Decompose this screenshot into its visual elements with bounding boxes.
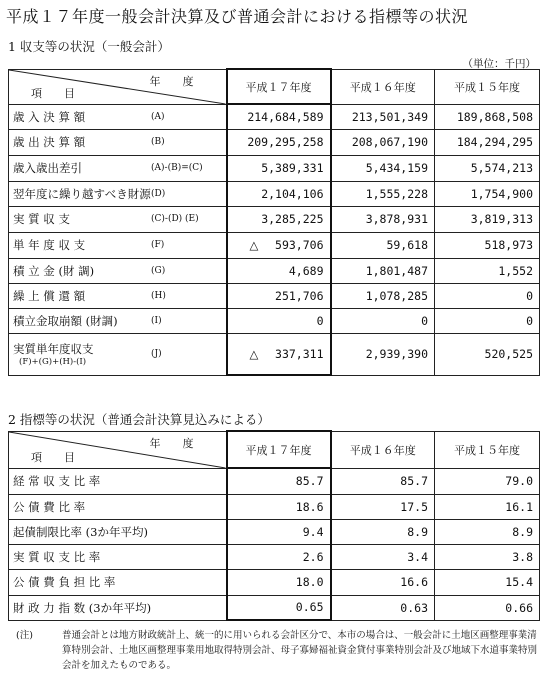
row-label: 経 常 収 支 比 率 xyxy=(13,474,101,488)
value-cell xyxy=(435,104,540,129)
value-cell xyxy=(227,232,331,258)
cell-value: 5,389,331 xyxy=(261,161,324,175)
value-cell xyxy=(331,595,435,620)
row-label: 起債制限比率 (3か年平均) xyxy=(13,524,148,539)
table-row xyxy=(9,468,540,494)
row-code: (D) xyxy=(151,188,166,199)
cell-value: 2,104,106 xyxy=(261,186,324,201)
row-formula: (F)+(G)+(H)-(I) xyxy=(19,357,87,367)
negative-mark: △ xyxy=(249,238,259,252)
row-label-cell xyxy=(9,181,227,206)
value-cell xyxy=(331,206,435,232)
row-code: (C)-(D) (E) xyxy=(151,214,199,224)
cell-value: 0 xyxy=(421,313,428,328)
table-row xyxy=(9,519,540,544)
header-item-label: 項 目 xyxy=(31,450,75,464)
cell-value: 3,878,931 xyxy=(365,212,428,226)
table-row xyxy=(9,283,540,308)
value-cell xyxy=(227,181,331,206)
value-cell xyxy=(227,308,331,333)
header-diagonal-cell xyxy=(9,69,227,104)
table-row xyxy=(9,181,540,206)
value-cell xyxy=(227,283,331,308)
row-label-cell xyxy=(9,308,227,333)
cell-value: 184,294,295 xyxy=(456,135,533,149)
row-label-cell xyxy=(9,283,227,308)
value-cell xyxy=(331,155,435,181)
cell-value: 189,868,508 xyxy=(456,109,533,124)
cell-value: 3.8 xyxy=(512,549,533,564)
cell-value: 2,939,390 xyxy=(365,347,428,361)
value-cell xyxy=(227,258,331,283)
value-cell xyxy=(331,544,435,569)
year-header: 平成１６年度 xyxy=(331,431,435,468)
cell-value: 8.9 xyxy=(407,524,428,539)
year-header: 平成１５年度 xyxy=(435,431,540,468)
table-row xyxy=(9,333,540,375)
header-item-label: 項 目 xyxy=(31,86,75,100)
row-label: 歳 出 決 算 額 xyxy=(13,135,86,149)
value-cell xyxy=(331,129,435,155)
cell-value: 85.7 xyxy=(295,474,324,489)
cell-value: 16.1 xyxy=(505,499,533,514)
value-cell xyxy=(435,181,540,206)
cell-value: 3,285,225 xyxy=(261,212,324,226)
row-label: 翌年度に繰り越すべき財源 xyxy=(13,186,151,201)
value-cell xyxy=(227,155,331,181)
row-label: 単 年 度 収 支 xyxy=(13,238,86,252)
table-row xyxy=(9,308,540,333)
footnote-prefix: (注) xyxy=(16,630,33,641)
table-row xyxy=(9,206,540,232)
table-row xyxy=(9,129,540,155)
page-title: 平成１７年度一般会計決算及び普通会計における指標等の状況 xyxy=(6,7,469,26)
value-cell xyxy=(227,468,331,494)
table-header-row xyxy=(9,431,540,468)
row-label-cell xyxy=(9,519,227,544)
value-cell xyxy=(331,333,435,375)
table-row xyxy=(9,569,540,595)
table-row xyxy=(9,595,540,620)
year-header: 平成１７年度 xyxy=(227,69,331,104)
row-label: 歳入歳出差引 xyxy=(13,161,82,175)
cell-value: 16.6 xyxy=(400,575,428,589)
value-cell xyxy=(227,104,331,129)
row-label: 公 債 費 比 率 xyxy=(13,499,86,514)
row-code: (F) xyxy=(151,240,165,250)
cell-value: 0.65 xyxy=(295,600,324,615)
cell-value: 209,295,258 xyxy=(247,135,324,149)
row-label: 実質単年度収支 xyxy=(13,342,94,356)
cell-value: 337,311 xyxy=(275,346,324,361)
cell-value: 3.4 xyxy=(407,549,428,564)
value-cell xyxy=(435,569,540,595)
value-cell xyxy=(331,104,435,129)
cell-value: 85.7 xyxy=(400,474,428,488)
cell-value: 5,434,159 xyxy=(365,161,428,175)
value-cell xyxy=(331,569,435,595)
cell-value: 0 xyxy=(316,313,324,328)
cell-value: 2.6 xyxy=(302,549,324,564)
row-label-cell xyxy=(9,494,227,519)
income-table xyxy=(8,68,540,376)
section1-heading: 1 収支等の状況（一般会計） xyxy=(8,39,170,54)
cell-value: 593,706 xyxy=(275,238,324,252)
row-label-cell xyxy=(9,569,227,595)
cell-value: 4,689 xyxy=(288,263,324,278)
row-label: 実 質 収 支 xyxy=(13,212,70,226)
cell-value: 1,078,285 xyxy=(365,288,428,303)
unit-label: （単位：千円） xyxy=(462,58,536,70)
row-label-cell xyxy=(9,595,227,620)
value-cell xyxy=(435,519,540,544)
cell-value: 518,973 xyxy=(484,238,533,252)
row-label-cell xyxy=(9,468,227,494)
value-cell xyxy=(435,258,540,283)
cell-value: 520,525 xyxy=(484,347,533,361)
value-cell xyxy=(227,595,331,620)
table-row xyxy=(9,544,540,569)
row-label-cell xyxy=(9,104,227,129)
row-label: 繰 上 償 還 額 xyxy=(13,288,86,303)
cell-value: 213,501,349 xyxy=(351,109,428,124)
value-cell xyxy=(331,258,435,283)
cell-value: 1,555,228 xyxy=(365,186,428,201)
table-row xyxy=(9,258,540,283)
value-cell xyxy=(435,468,540,494)
header-year-label: 年 度 xyxy=(149,74,194,88)
value-cell xyxy=(331,468,435,494)
value-cell xyxy=(227,544,331,569)
value-cell xyxy=(331,181,435,206)
cell-value: 208,067,190 xyxy=(351,135,428,149)
cell-value: 59,618 xyxy=(386,238,428,252)
cell-value: 5,574,213 xyxy=(470,161,533,175)
value-cell xyxy=(435,232,540,258)
value-cell xyxy=(435,155,540,181)
row-label-cell xyxy=(9,232,227,258)
value-cell xyxy=(227,494,331,519)
value-cell xyxy=(331,519,435,544)
section2-heading: 2 指標等の状況（普通会計決算見込みによる） xyxy=(8,412,270,427)
table-row xyxy=(9,104,540,129)
footnote xyxy=(8,628,544,673)
cell-value: 0.63 xyxy=(400,600,428,615)
value-cell xyxy=(227,129,331,155)
year-header: 平成１７年度 xyxy=(227,431,331,468)
value-cell xyxy=(331,494,435,519)
row-code: (B) xyxy=(151,137,165,147)
indicator-table xyxy=(8,430,540,621)
year-header: 平成１６年度 xyxy=(331,69,435,104)
cell-value: 79.0 xyxy=(505,474,533,488)
row-label: 財 政 力 指 数 (3か年平均) xyxy=(13,600,152,615)
row-label-cell xyxy=(9,258,227,283)
cell-value: 0.66 xyxy=(505,600,533,615)
table-row xyxy=(9,155,540,181)
cell-value: 9.4 xyxy=(302,524,324,539)
cell-value: 18.0 xyxy=(295,575,324,589)
value-cell xyxy=(435,595,540,620)
row-code: (J) xyxy=(151,349,162,359)
row-label: 積 立 金 (財 調) xyxy=(13,263,95,278)
row-label: 歳 入 決 算 額 xyxy=(13,109,86,124)
footnote-text: 普通会計とは地方財政統計上、統一的に用いられる会計区分で、本市の場合は、一般会計に土地区画整理事業清算特別会計、土地区画整理事業用地取得特別会計、母子寡婦福祉資金貸付事業特別会計及び地域下水道事業特別会計を加えたものである。 xyxy=(62,630,538,671)
row-label-cell xyxy=(9,544,227,569)
cell-value: 17.5 xyxy=(400,499,428,514)
row-label-cell xyxy=(9,155,227,181)
value-cell xyxy=(435,544,540,569)
value-cell xyxy=(227,206,331,232)
header-diagonal-cell xyxy=(9,431,227,468)
negative-mark: △ xyxy=(249,346,259,361)
row-label-cell xyxy=(9,333,227,375)
header-year-label: 年 度 xyxy=(149,436,194,450)
value-cell xyxy=(435,333,540,375)
value-cell xyxy=(435,206,540,232)
row-label: 公 債 費 負 担 比 率 xyxy=(13,575,116,589)
row-code: (A)-(B)=(C) xyxy=(151,163,203,173)
value-cell xyxy=(435,129,540,155)
cell-value: 1,801,487 xyxy=(365,263,428,278)
cell-value: 1,754,900 xyxy=(470,186,533,201)
value-cell xyxy=(227,333,331,375)
cell-value: 3,819,313 xyxy=(470,212,533,226)
cell-value: 15.4 xyxy=(505,575,533,589)
year-header: 平成１５年度 xyxy=(435,69,540,104)
value-cell xyxy=(227,519,331,544)
cell-value: 18.6 xyxy=(295,499,324,514)
value-cell xyxy=(435,283,540,308)
value-cell xyxy=(331,232,435,258)
value-cell xyxy=(331,283,435,308)
row-code: (H) xyxy=(151,290,166,301)
row-label: 積立金取崩額 (財調) xyxy=(13,313,118,328)
cell-value: 214,684,589 xyxy=(247,109,324,124)
row-label-cell xyxy=(9,206,227,232)
value-cell xyxy=(435,494,540,519)
cell-value: 1,552 xyxy=(498,263,533,278)
row-label: 実 質 収 支 比 率 xyxy=(13,549,101,564)
table-row xyxy=(9,494,540,519)
cell-value: 251,706 xyxy=(275,288,324,303)
value-cell xyxy=(435,308,540,333)
row-label-cell xyxy=(9,129,227,155)
cell-value: 0 xyxy=(526,288,533,303)
table-row xyxy=(9,232,540,258)
value-cell xyxy=(227,569,331,595)
cell-value: 8.9 xyxy=(512,524,533,539)
table-header-row xyxy=(9,69,540,104)
row-code: (G) xyxy=(151,265,166,276)
row-code: (I) xyxy=(151,315,162,326)
cell-value: 0 xyxy=(526,313,533,328)
row-code: (A) xyxy=(151,111,165,122)
value-cell xyxy=(331,308,435,333)
